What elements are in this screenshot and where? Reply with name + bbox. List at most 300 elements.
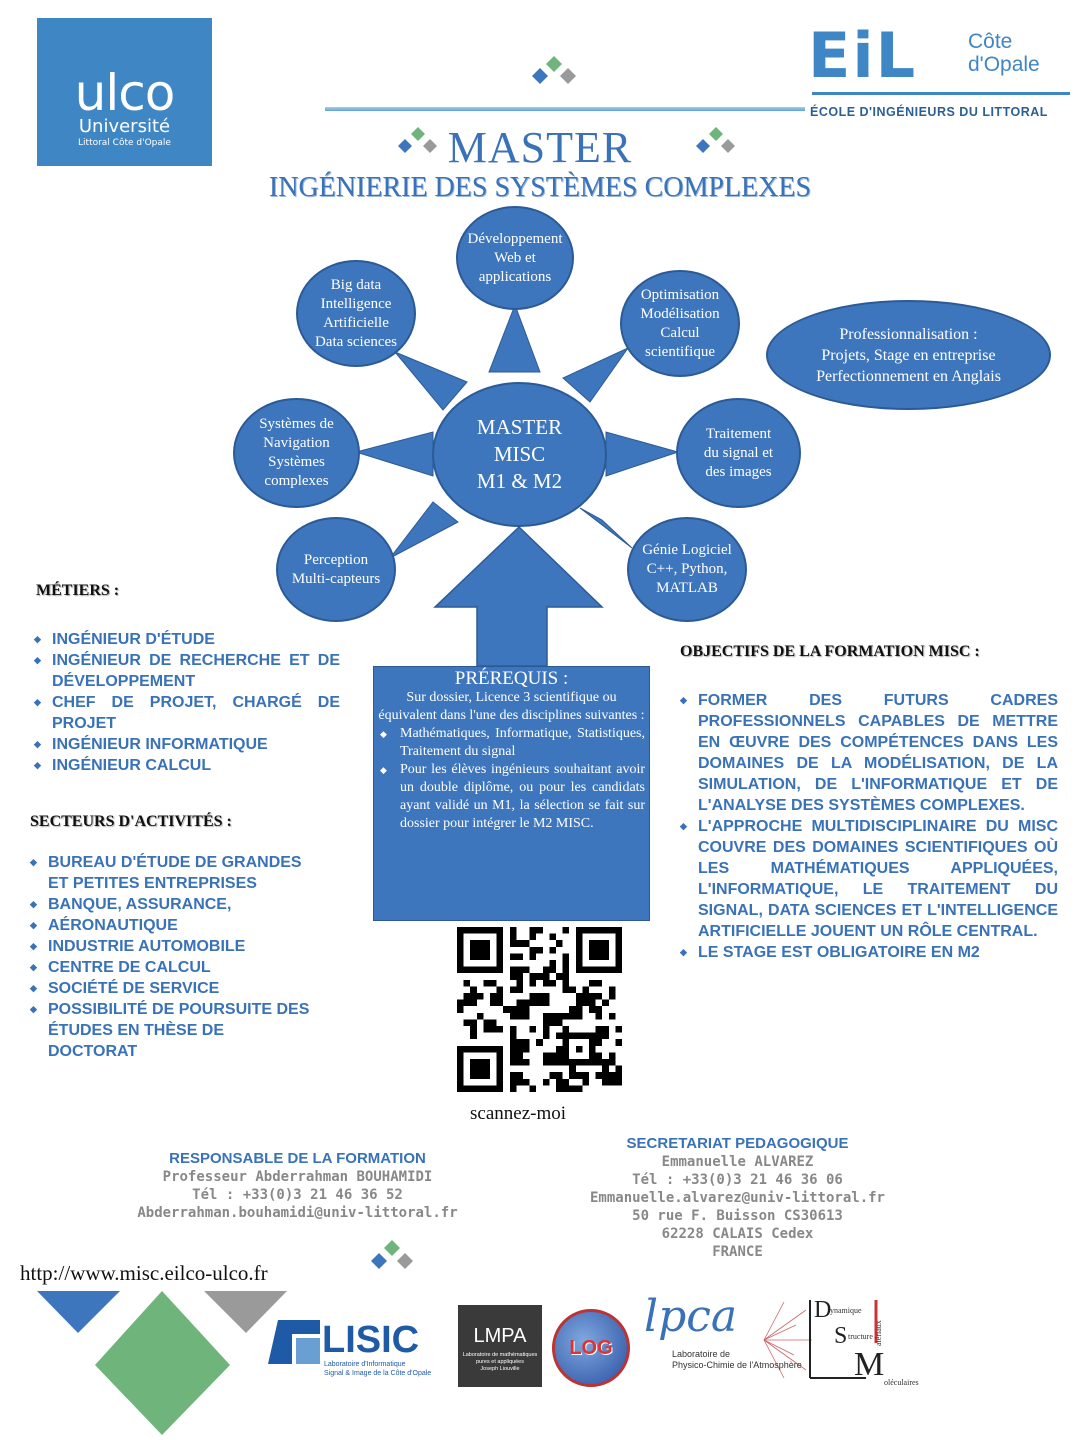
lmpa-sub1: Laboratoire de mathématiques: [462, 1352, 538, 1358]
qr-module: [536, 947, 543, 954]
qr-module: [556, 1019, 563, 1026]
qr-module: [589, 1059, 596, 1066]
qr-module: [556, 940, 563, 947]
qr-module: [470, 947, 477, 954]
list-item: ◆ LE STAGE EST OBLIGATOIRE EN M2: [676, 942, 1058, 963]
metiers-list: [30, 629, 340, 776]
lisic-sub: [324, 1360, 431, 1378]
qr-module: [464, 927, 471, 934]
diamond-decoration-icon: [368, 1238, 416, 1280]
qr-module: [483, 953, 490, 960]
qr-module: [464, 980, 471, 987]
qr-module: [576, 960, 583, 967]
qr-module: [510, 1006, 517, 1013]
node-navigation: [233, 398, 360, 508]
qr-module: [497, 960, 504, 967]
secteurs-heading: SECTEURS D'ACTIVITÉS :: [30, 813, 232, 830]
qr-module: [569, 1059, 576, 1066]
qr-module: [530, 953, 537, 960]
qr-module: [563, 1039, 570, 1046]
dsm-letter-s: S: [834, 1323, 848, 1349]
qr-module: [470, 1072, 477, 1079]
qr-module: [483, 980, 490, 987]
qr-module: [556, 1013, 563, 1020]
qr-module: [510, 927, 517, 934]
qr-module: [497, 986, 504, 993]
qr-module: [516, 1052, 523, 1059]
list-item: ◆ FORMER DES FUTURS CADRES PROFESSIONNELS CAPABLES DE METTRE EN ŒUVRE DES COMPÉTENCES DANS LES DOMAINES DE LA MODÉLISATION, DE LA SIMULATION, DE L'INFORMATIQUE ET DE L'ANALYSE DES SYSTÈMES COMPLEXES.: [676, 690, 1058, 816]
qr-module: [523, 1039, 530, 1046]
secretariat-address2: 62228 CALAIS Cedex: [661, 1226, 814, 1242]
qr-module: [523, 1046, 530, 1053]
qr-module: [523, 1000, 530, 1007]
qr-module: [516, 1006, 523, 1013]
qr-module: [510, 967, 517, 974]
qr-module: [457, 967, 464, 974]
qr-module: [615, 1079, 622, 1086]
qr-module: [596, 947, 603, 954]
qr-module: [549, 967, 556, 974]
qr-module: [516, 1013, 523, 1020]
qr-module: [549, 960, 556, 967]
qr-module: [543, 1059, 550, 1066]
qr-module: [483, 1026, 490, 1033]
qr-module: [589, 980, 596, 987]
qr-module: [457, 1066, 464, 1073]
qr-module: [457, 1006, 464, 1013]
qr-module: [490, 967, 497, 974]
qr-module: [470, 1059, 477, 1066]
lisic-mark-icon: [268, 1320, 320, 1364]
node-bigdata-label: Big data Intelligence Artificielle Data sciences: [314, 276, 398, 350]
qr-module: [510, 973, 517, 980]
qr-module: [497, 1072, 504, 1079]
qr-module: [516, 967, 523, 974]
qr-module: [516, 1072, 523, 1079]
qr-module: [589, 967, 596, 974]
qr-module: [470, 1066, 477, 1073]
secretariat-address1: 50 rue F. Buisson CS30613: [632, 1208, 843, 1224]
responsable-email[interactable]: Abderrahman.bouhamidi@univ-littoral.fr: [137, 1205, 458, 1221]
qr-module: [602, 940, 609, 947]
qr-module: [609, 967, 616, 974]
qr-module: [543, 1026, 550, 1033]
lmpa-sub2: pures et appliquées: [475, 1359, 524, 1365]
qr-module: [569, 1072, 576, 1079]
responsable-name: Professeur Abderrahman BOUHAMIDI: [162, 1169, 433, 1185]
qr-module: [589, 1033, 596, 1040]
page-subtitle: INGÉNIERIE DES SYSTÈMES COMPLEXES: [268, 172, 812, 203]
qr-module: [483, 1085, 490, 1092]
qr-module: [543, 980, 550, 987]
qr-module: [582, 986, 589, 993]
qr-module: [510, 1059, 517, 1066]
qr-module: [563, 986, 570, 993]
qr-module: [457, 934, 464, 941]
qr-module: [457, 927, 464, 934]
qr-module: [563, 1046, 570, 1053]
qr-module: [596, 1052, 603, 1059]
qr-module: [576, 940, 583, 947]
qr-module: [615, 1039, 622, 1046]
qr-module: [490, 1000, 497, 1007]
dsm-logo: [806, 1298, 936, 1388]
qr-module: [556, 1085, 563, 1092]
qr-module: [464, 1085, 471, 1092]
qr-module: [510, 1079, 517, 1086]
ulco-logo-text: ulco: [74, 64, 175, 122]
qr-module: [582, 1079, 589, 1086]
qr-module: [530, 980, 537, 987]
qr-module: [615, 947, 622, 954]
qr-module: [497, 1046, 504, 1053]
qr-module: [523, 1013, 530, 1020]
qr-module: [589, 993, 596, 1000]
prerequis-text: Sur dossier, Licence 3 scientifique ou équivalent dans l'une des disciplines suivantes :: [378, 690, 645, 723]
qr-module: [615, 1026, 622, 1033]
qr-module: [490, 1026, 497, 1033]
secretariat-name: Emmanuelle ALVAREZ: [661, 1154, 814, 1170]
responsable-contact: [110, 1150, 485, 1222]
qr-module: [490, 1019, 497, 1026]
list-item: ◆ CHEF DE PROJET, CHARGÉ DE PROJET: [30, 692, 340, 734]
lpca-sub2: Physico-Chimie de l'Atmosphère: [672, 1360, 802, 1370]
qr-module: [477, 940, 484, 947]
qr-module: [543, 1000, 550, 1007]
qr-module: [596, 1006, 603, 1013]
node-signal-label: Traitement du signal et des images: [703, 425, 774, 480]
qr-module: [563, 1085, 570, 1092]
qr-module: [483, 1059, 490, 1066]
website-link[interactable]: http://www.misc.eilco-ulco.fr: [20, 1261, 268, 1285]
ulco-logo-sub: Littoral Côte d'Opale: [78, 138, 171, 148]
qr-module: [503, 1006, 510, 1013]
qr-module: [615, 940, 622, 947]
qr-module: [609, 1059, 616, 1066]
dsm-word4: oléculaires: [884, 1378, 919, 1387]
qr-module: [589, 940, 596, 947]
qr-module: [516, 1039, 523, 1046]
node-web: [456, 206, 574, 310]
qr-module: [536, 927, 543, 934]
list-item: ◆ POSSIBILITÉ DE POURSUITE DES ÉTUDES EN THÈSE DE DOCTORAT: [26, 999, 316, 1062]
diagram-center-node: [432, 382, 607, 527]
qr-module: [470, 967, 477, 974]
objectifs-heading: OBJECTIFS DE LA FORMATION MISC :: [680, 643, 980, 660]
qr-module: [523, 1006, 530, 1013]
qr-module: [615, 927, 622, 934]
log-logo: [552, 1309, 630, 1387]
qr-module: [602, 1072, 609, 1079]
qr-module: [497, 927, 504, 934]
qr-module: [483, 940, 490, 947]
qr-module: [563, 973, 570, 980]
qr-module: [470, 986, 477, 993]
qr-module: [483, 947, 490, 954]
qr-module: [596, 940, 603, 947]
ulco-logo-university: Université: [78, 116, 171, 137]
qr-module: [497, 947, 504, 954]
qr-module: [497, 1066, 504, 1073]
qr-module: [543, 1019, 550, 1026]
qr-module: [596, 1013, 603, 1020]
qr-module: [457, 960, 464, 967]
list-item: ◆ AÉRONAUTIQUE: [26, 915, 316, 936]
qr-module: [609, 1072, 616, 1079]
list-item: ◆ BANQUE, ASSURANCE,: [26, 894, 316, 915]
eil-cote-line1: Côte: [968, 30, 1013, 53]
qr-module: [470, 1019, 477, 1026]
secretariat-tel: Tél : +33(0)3 21 46 36 06: [632, 1172, 843, 1188]
node-navigation-label: Systèmes de Navigation Systèmes complexes: [259, 416, 334, 489]
qr-module: [596, 1033, 603, 1040]
qr-module: [464, 1000, 471, 1007]
qr-module: [536, 973, 543, 980]
qr-module: [615, 1066, 622, 1073]
qr-module: [556, 973, 563, 980]
qr-module: [510, 1013, 517, 1020]
big-up-arrow: [435, 527, 602, 666]
qr-module: [576, 947, 583, 954]
qr-module: [483, 1019, 490, 1026]
qr-module: [589, 1046, 596, 1053]
qr-module: [510, 1046, 517, 1053]
bottom-shapes-decoration: [0, 1285, 300, 1440]
qr-module: [530, 1026, 537, 1033]
qr-module: [497, 953, 504, 960]
qr-module: [563, 1079, 570, 1086]
qr-module: [576, 1046, 583, 1053]
qr-module: [516, 1000, 523, 1007]
qr-module: [596, 993, 603, 1000]
qr-module: [497, 993, 504, 1000]
list-item: ◆ INGÉNIEUR INFORMATIQUE: [30, 734, 340, 755]
qr-module: [569, 1085, 576, 1092]
arrow-up: [489, 305, 540, 372]
qr-module: [589, 927, 596, 934]
qr-module: [483, 1072, 490, 1079]
list-item: ◆ BUREAU D'ÉTUDE DE GRANDES ET PETITES ENTREPRISES: [26, 852, 316, 894]
qr-module: [530, 927, 537, 934]
professionnalisation-label: Professionnalisation : Projets, Stage en entreprise Perfectionnement en Anglais: [816, 325, 1001, 385]
responsable-tel: Tél : +33(0)3 21 46 36 52: [192, 1187, 403, 1203]
qr-module: [563, 1013, 570, 1020]
qr-module: [477, 1013, 484, 1020]
qr-module: [602, 927, 609, 934]
qr-module: [563, 1052, 570, 1059]
qr-module: [549, 1072, 556, 1079]
qr-module: [576, 927, 583, 934]
qr-module: [510, 1026, 517, 1033]
node-signal: [676, 398, 801, 508]
qr-module: [477, 947, 484, 954]
qr-module: [576, 993, 583, 1000]
qr-module: [563, 927, 570, 934]
qr-code[interactable]: [457, 927, 622, 1092]
lmpa-logo: [458, 1305, 542, 1387]
qr-module: [530, 1000, 537, 1007]
qr-module: [602, 1079, 609, 1086]
qr-module: [549, 1013, 556, 1020]
qr-module: [477, 1046, 484, 1053]
qr-module: [602, 1059, 609, 1066]
qr-module: [543, 1052, 550, 1059]
qr-module: [596, 980, 603, 987]
qr-module: [596, 953, 603, 960]
secretariat-email[interactable]: Emmanuelle.alvarez@univ-littoral.fr: [589, 1190, 885, 1206]
qr-module: [470, 1026, 477, 1033]
qr-module: [497, 1085, 504, 1092]
qr-module: [596, 1026, 603, 1033]
qr-module: [602, 1066, 609, 1073]
qr-module: [602, 967, 609, 974]
qr-module: [609, 986, 616, 993]
list-item: ◆ Mathématiques, Informatique, Statistiques, Traitement du signal: [378, 725, 645, 761]
qr-module: [549, 1059, 556, 1066]
qr-module: [556, 1033, 563, 1040]
qr-module: [563, 960, 570, 967]
secretariat-contact: [570, 1135, 905, 1261]
list-item: ◆ INGÉNIEUR DE RECHERCHE ET DE DÉVELOPPEMENT: [30, 650, 340, 692]
qr-module: [516, 1079, 523, 1086]
node-perception: [276, 517, 396, 622]
prerequis-list: [378, 725, 645, 833]
qr-module: [510, 1072, 517, 1079]
qr-module: [510, 1052, 517, 1059]
qr-module: [477, 1066, 484, 1073]
qr-module: [549, 934, 556, 941]
qr-module: [523, 967, 530, 974]
qr-module: [530, 1085, 537, 1092]
qr-module: [576, 953, 583, 960]
lisic-sub1: Laboratoire d'Informatique: [324, 1361, 406, 1368]
qr-module: [609, 1052, 616, 1059]
dsm-letter-m: M: [854, 1346, 885, 1383]
qr-caption: scannez-moi: [470, 1103, 567, 1124]
qr-module: [556, 1079, 563, 1086]
qr-module: [563, 1033, 570, 1040]
arrow-optim: [563, 348, 628, 402]
qr-module: [470, 940, 477, 947]
qr-module: [470, 927, 477, 934]
qr-module: [576, 1059, 583, 1066]
node-bigdata: [296, 260, 416, 367]
qr-module: [543, 967, 550, 974]
list-item: ◆ Pour les élèves ingénieurs souhaitant avoir un double diplôme, ou pour les candidats ayant validé un M1, la sélection se fait sur dossier pour intégrer le M2 MISC.: [378, 761, 645, 833]
qr-module: [543, 973, 550, 980]
page-title: MASTER: [447, 123, 633, 172]
qr-module: [589, 947, 596, 954]
lpca-sub1: Laboratoire de: [672, 1349, 731, 1359]
qr-module: [530, 947, 537, 954]
qr-module: [490, 980, 497, 987]
qr-module: [490, 1046, 497, 1053]
qr-module: [596, 927, 603, 934]
qr-module: [483, 1066, 490, 1073]
qr-module: [596, 1039, 603, 1046]
dsm-letter-d: D: [814, 1297, 832, 1323]
qr-module: [589, 1000, 596, 1007]
lpca-sub: [672, 1349, 802, 1371]
qr-module: [602, 947, 609, 954]
qr-module: [596, 967, 603, 974]
qr-module: [490, 993, 497, 1000]
qr-module: [563, 1026, 570, 1033]
qr-module: [516, 980, 523, 987]
qr-module: [510, 940, 517, 947]
list-item: ◆ INGÉNIEUR CALCUL: [30, 755, 340, 776]
qr-module: [477, 1072, 484, 1079]
qr-module: [477, 953, 484, 960]
list-item: ◆ L'APPROCHE MULTIDISCIPLINAIRE DU MISC COUVRE DES DOMAINES SCIENTIFIQUES OÙ LES MATHÉMATIQUES APPLIQUÉES, L'INFORMATIQUE, LE TRAITEMENT DU SIGNAL, DATA SCIENCES ET L'INTELLIGENCE ARTIFICIELLE JOUENT UN RÔLE CENTRAL.: [676, 816, 1058, 942]
qr-module: [576, 934, 583, 941]
prerequis-title: PRÉREQUIS :: [454, 668, 569, 689]
list-item: ◆ SOCIÉTÉ DE SERVICE: [26, 978, 316, 999]
list-item: ◆ INGÉNIEUR D'ÉTUDE: [30, 629, 340, 650]
qr-module: [549, 947, 556, 954]
qr-module: [457, 940, 464, 947]
qr-module: [549, 1052, 556, 1059]
qr-module: [510, 1039, 517, 1046]
qr-module: [536, 1039, 543, 1046]
qr-module: [576, 1072, 583, 1079]
qr-module: [510, 1033, 517, 1040]
qr-module: [609, 1013, 616, 1020]
list-item: ◆ INDUSTRIE AUTOMOBILE: [26, 936, 316, 957]
qr-module: [516, 973, 523, 980]
qr-module: [582, 1072, 589, 1079]
eil-cote-line2: d'Opale: [968, 53, 1040, 76]
secteurs-list: [26, 852, 316, 1062]
qr-module: [563, 967, 570, 974]
qr-module: [536, 1000, 543, 1007]
arrow-navigation: [356, 432, 433, 476]
qr-module: [582, 993, 589, 1000]
qr-module: [569, 986, 576, 993]
qr-module: [563, 953, 570, 960]
qr-module: [582, 1059, 589, 1066]
lmpa-sub3: Joseph Liouville: [480, 1366, 520, 1372]
qr-module: [477, 967, 484, 974]
qr-module: [470, 1085, 477, 1092]
qr-module: [543, 1033, 550, 1040]
qr-module: [464, 993, 471, 1000]
node-optim: [620, 270, 740, 377]
qr-module: [510, 986, 517, 993]
qr-module: [523, 940, 530, 947]
log-name: LOG: [569, 1336, 613, 1359]
list-item: ◆ CENTRE DE CALCUL: [26, 957, 316, 978]
qr-module: [490, 1085, 497, 1092]
responsable-title: RESPONSABLE DE LA FORMATION: [169, 1150, 426, 1167]
node-genie: [627, 517, 747, 622]
qr-module: [483, 967, 490, 974]
node-genie-label: Génie Logiciel C++, Python, MATLAB: [642, 542, 732, 596]
qr-module: [457, 1085, 464, 1092]
lisic-logo: [268, 1318, 443, 1380]
qr-module: [510, 1085, 517, 1092]
qr-module: [477, 1059, 484, 1066]
lpca-logo: [642, 1291, 802, 1387]
prerequis-box: [373, 666, 650, 921]
qr-module: [464, 1019, 471, 1026]
qr-module: [563, 1059, 570, 1066]
qr-module: [497, 1026, 504, 1033]
qr-module: [576, 1013, 583, 1020]
lisic-name: LISIC: [322, 1319, 420, 1361]
qr-module: [457, 1052, 464, 1059]
qr-module: [470, 993, 477, 1000]
